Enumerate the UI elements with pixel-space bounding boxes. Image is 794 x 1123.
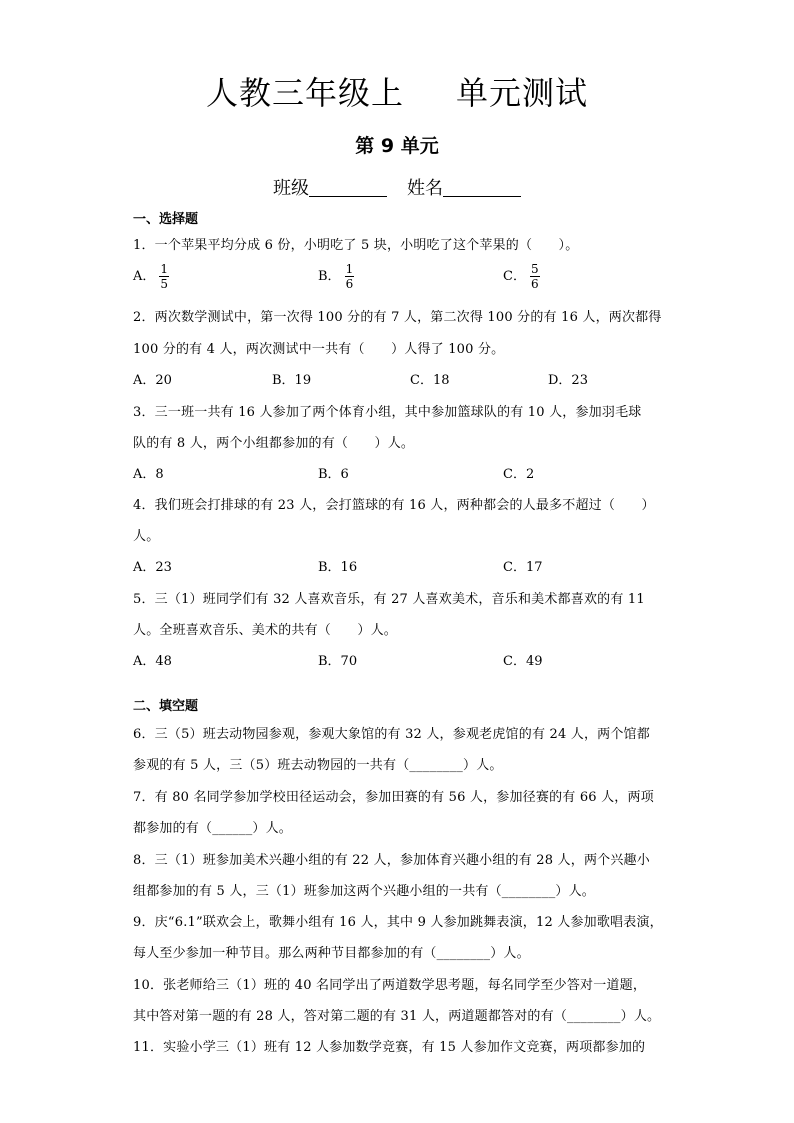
- question-8-line-2: 组都参加的有 5 人，三（1）班参加这两个兴趣小组的一共有（________）人。: [133, 884, 596, 899]
- q2-option-b: B．19: [272, 373, 312, 388]
- title-grade: 人教三年级上: [205, 74, 404, 112]
- question-7-line-1: 7．有 80 名同学参加学校田径运动会，参加田赛的有 56 人，参加径赛的有 66 人，两项: [133, 790, 654, 805]
- name-label: 姓名: [407, 178, 443, 199]
- question-1-text: 1．一个苹果平均分成 6 份，小明吃了 5 块，小明吃了这个苹果的（ ）。: [133, 238, 579, 253]
- q3-option-a: A．8: [133, 467, 164, 482]
- q2-option-d: D．23: [548, 373, 588, 388]
- question-9-line-2: 每人至少参加一种节目。那么两种节目都参加的有（________）人。: [133, 946, 530, 961]
- fraction: $\frac{1}{5}$: [160, 262, 169, 291]
- question-8-line-1: 8．三（1）班参加美术兴趣小组的有 22 人，参加体育兴趣小组的有 28 人，两个兴趣小: [133, 853, 650, 868]
- q2-option-c: C．18: [410, 373, 450, 388]
- question-6-line-2: 参观的有 5 人，三（5）班去动物园的一共有（________）人。: [133, 758, 503, 773]
- question-9-line-1: 9．庆“6.1”联欢会上，歌舞小组有 16 人，其中 9 人参加跳舞表演，12 人参加歌唱表演，: [133, 915, 663, 930]
- section-heading-fill: 二、填空题: [133, 699, 199, 714]
- page-title: [0, 68, 794, 114]
- question-11-line-1: 11．实验小学三（1）班有 12 人参加数学竞赛，有 15 人参加作文竞赛，两项都参加的: [133, 1040, 646, 1055]
- question-10-line-2: 其中答对第一题的有 28 人，答对第二题的有 31 人，两道题都答对的有（________）人。: [133, 1009, 661, 1024]
- q5-option-c: C．49: [503, 654, 543, 669]
- title-test: 单元测试: [456, 74, 589, 112]
- q1-option-c: C． $\frac{5}{6}$: [503, 262, 539, 291]
- unit-heading: 第 9 单元: [355, 135, 439, 157]
- class-label: 班级: [273, 178, 309, 199]
- q4-option-b: B．16: [318, 560, 358, 575]
- q1-option-b: B． $\frac{1}{6}$: [318, 262, 354, 291]
- question-5-line-2: 人。全班喜欢音乐、美术的共有（ ）人。: [133, 623, 398, 638]
- q1-option-a: A． $\frac{1}{5}$: [133, 262, 169, 291]
- question-3-line-1: 3．三一班一共有 16 人参加了两个体育小组，其中参加篮球队的有 10 人，参加羽毛球: [133, 405, 642, 420]
- question-4-line-1: 4．我们班会打排球的有 23 人，会打篮球的有 16 人，两种都会的人最多不超过（ ）: [133, 498, 655, 513]
- q3-option-c: C．2: [503, 467, 535, 482]
- q3-option-b: B．6: [318, 467, 349, 482]
- q2-option-a: A．20: [133, 373, 172, 388]
- question-4-line-2: 人。: [133, 529, 160, 544]
- q4-option-a: A．23: [133, 560, 172, 575]
- section-heading-choice: 一、选择题: [133, 212, 199, 227]
- question-5-line-1: 5．三（1）班同学们有 32 人喜欢音乐，有 27 人喜欢美术，音乐和美术都喜欢的有 11: [133, 592, 645, 607]
- name-blank[interactable]: [443, 178, 521, 197]
- question-10-line-1: 10．张老师给三（1）班的 40 名同学出了两道数学思考题，每名同学至少答对一道题，: [133, 978, 647, 993]
- q5-option-b: B．70: [318, 654, 358, 669]
- question-7-line-2: 都参加的有（______）人。: [133, 821, 293, 836]
- fraction: $\frac{5}{6}$: [530, 262, 539, 291]
- question-3-line-2: 队的有 8 人，两个小组都参加的有（ ）人。: [133, 436, 415, 451]
- question-2-line-2: 100 分的有 4 人，两次测试中一共有（ ）人得了 100 分。: [133, 342, 505, 357]
- class-blank[interactable]: [309, 178, 387, 197]
- question-6-line-1: 6．三（5）班去动物园参观，参观大象馆的有 32 人，参观老虎馆的有 24 人，两个馆都: [133, 727, 650, 742]
- question-2-line-1: 2．两次数学测试中，第一次得 100 分的有 7 人，第二次得 100 分的有 16 人，两次都得: [133, 310, 662, 325]
- q4-option-c: C．17: [503, 560, 543, 575]
- q5-option-a: A．48: [133, 654, 172, 669]
- fraction: $\frac{1}{6}$: [345, 262, 354, 291]
- student-info: [0, 174, 794, 200]
